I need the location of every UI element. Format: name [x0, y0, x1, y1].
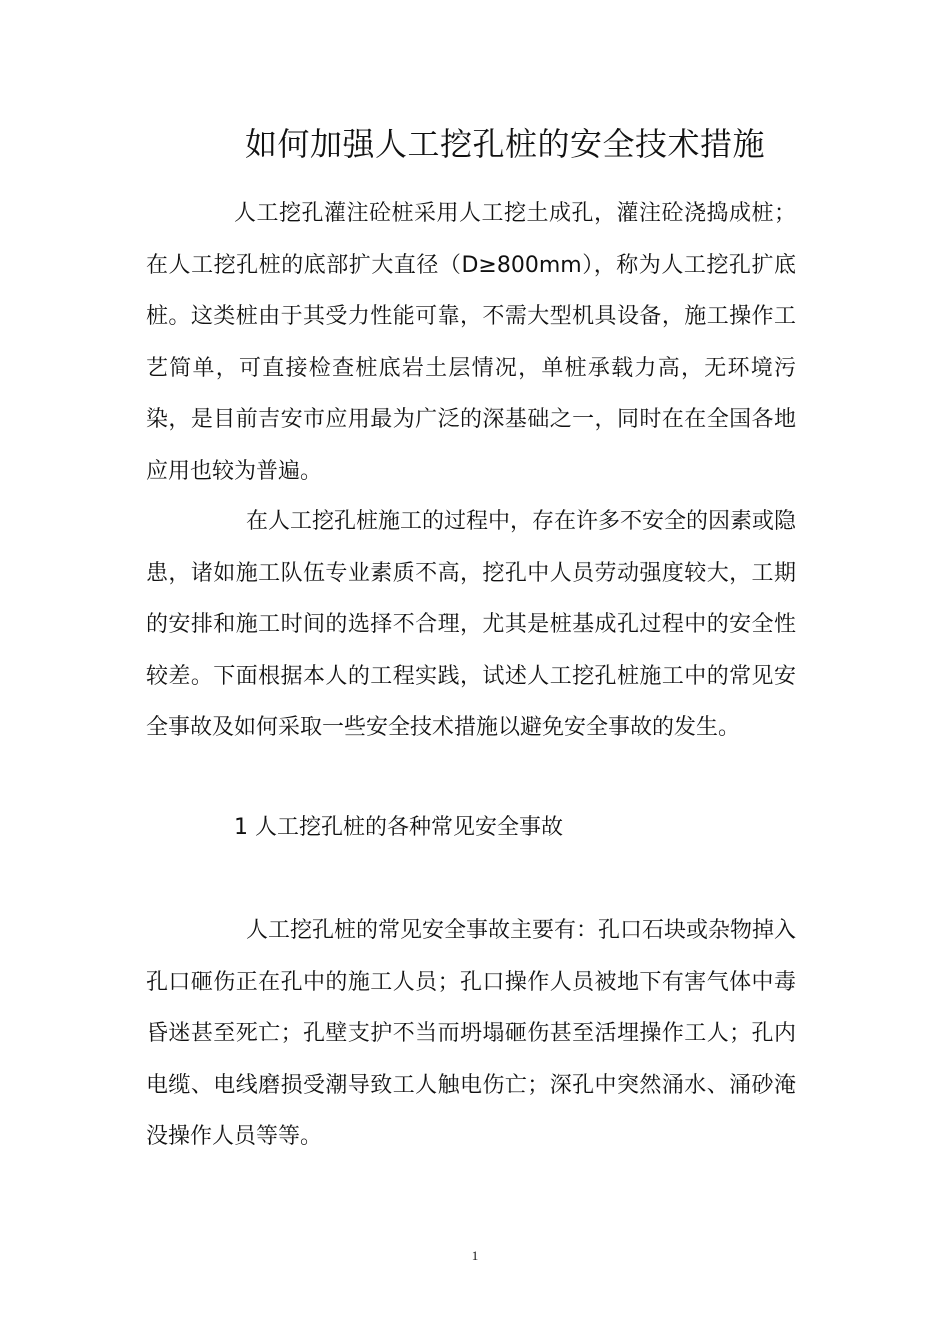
page-number: 1	[471, 1248, 479, 1263]
paragraph-hazards: 在人工挖孔桩施工的过程中，存在许多不安全的因素或隐患，诸如施工队伍专业素质不高，挖孔中人员劳动强度较大，工期的安排和施工时间的选择不合理，尤其是桩基成孔过程中的安全性较差。下面根据本人的工程实践，试述人工挖孔桩施工中的常见安全事故及如何采取一些安全技术措施以避免安全事故的发生。	[146, 509, 797, 740]
section-heading: 1 人工挖孔桩的各种常见安全事故	[234, 815, 563, 840]
paragraph-accidents: 人工挖孔桩的常见安全事故主要有：孔口石块或杂物掉入孔口砸伤正在孔中的施工人员；孔口操作人员被地下有害气体中毒昏迷甚至死亡；孔壁支护不当而坍塌砸伤甚至活埋操作工人；孔内电缆、电线磨损受潮导致工人触电伤亡；深孔中突然涌水、涌砂淹没操作人员等等。	[146, 918, 797, 1149]
paragraph-intro: 人工挖孔灌注砼桩采用人工挖土成孔，灌注砼浇捣成桩；在人工挖孔桩的底部扩大直径（D≥800mm），称为人工挖孔扩底桩。这类桩由于其受力性能可靠，不需大型机具设备，施工操作工艺简单，可直接检查桩底岩土层情况，单桩承载力高，无环境污染，是目前吉安市应用最为广泛的深基础之一，同时在在全国各地应用也较为普遍。	[146, 201, 796, 484]
document-title: 如何加强人工挖孔桩的安全技术措施	[244, 125, 765, 163]
